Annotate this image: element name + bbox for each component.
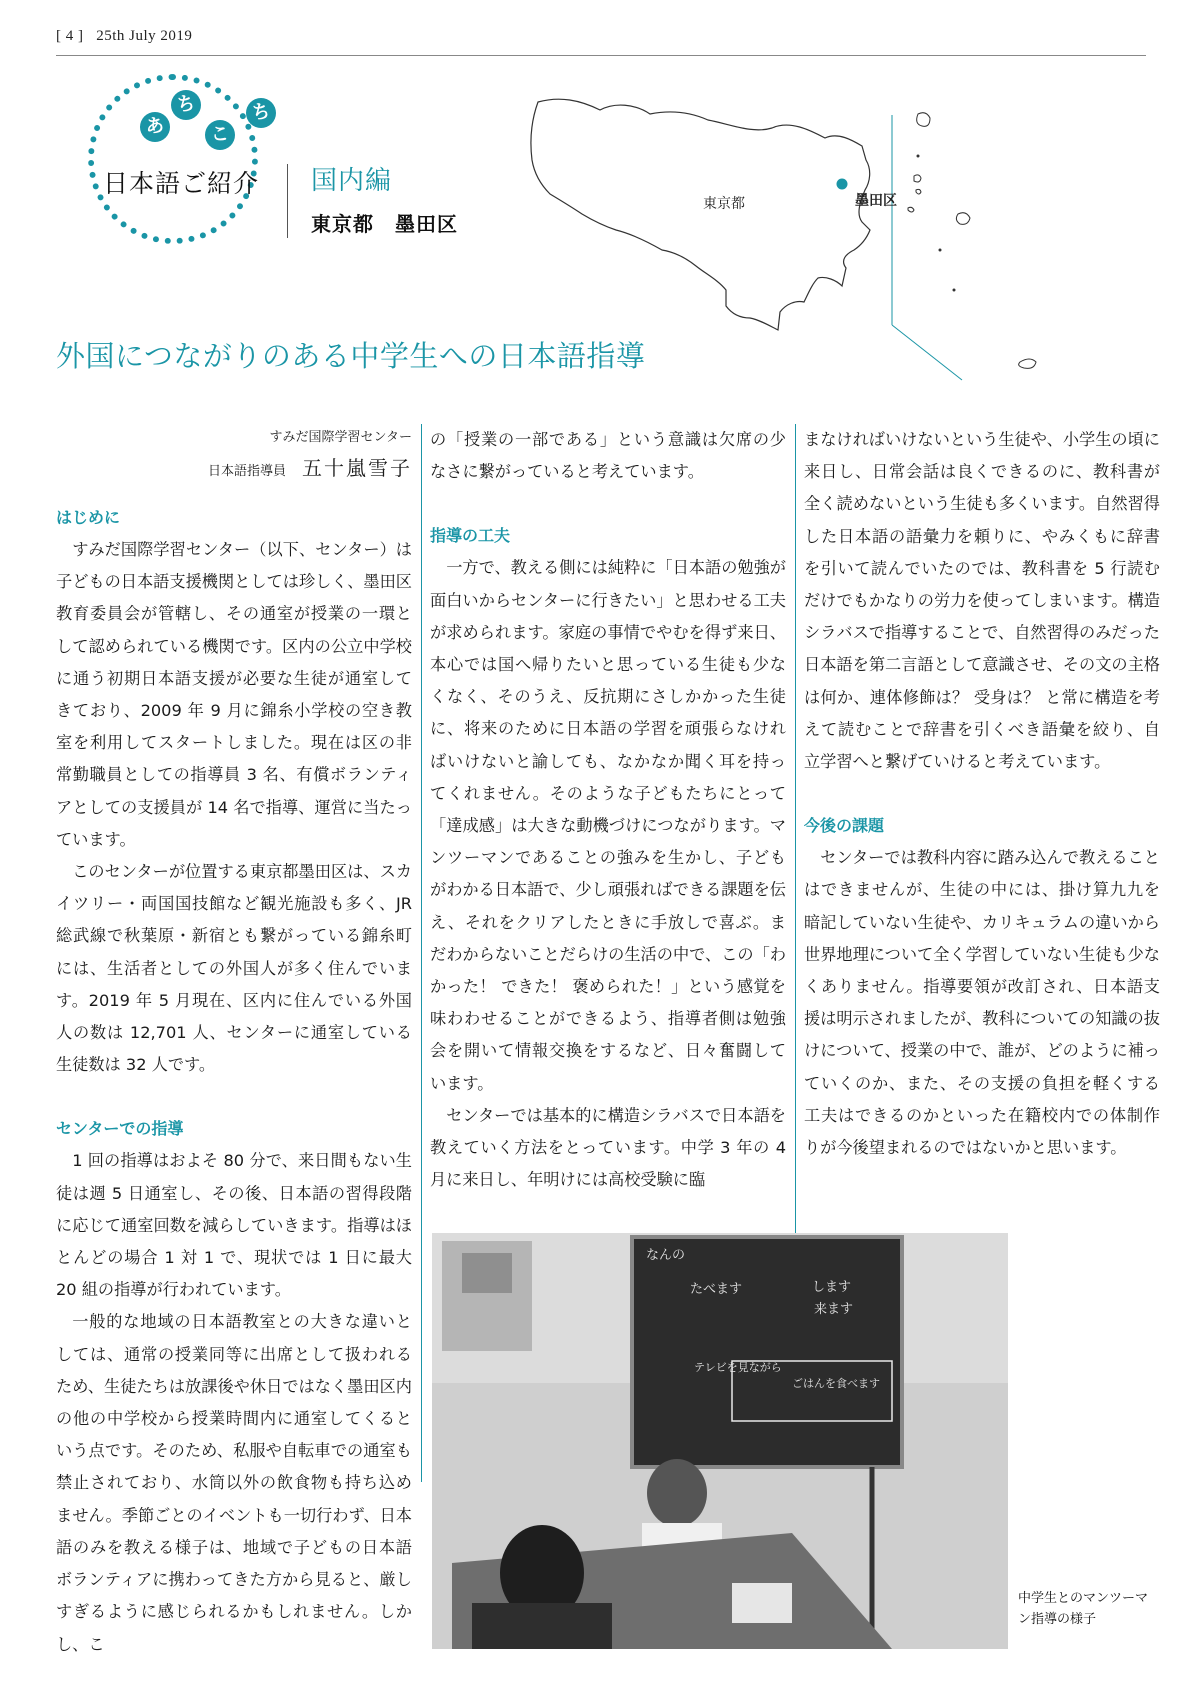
map-label-sumida: 墨田区 [855, 193, 897, 209]
paragraph: センターでは基本的に構造シラバスで日本語を教えていく方法をとっています。中学 3 年の 4 月に来日し、年明けには高校受験に臨 [430, 1105, 786, 1190]
title-bubble-a: あ [140, 112, 170, 142]
blackboard-text-4: 来ます [814, 1301, 854, 1316]
column-1 [56, 424, 412, 1661]
island-1 [917, 113, 930, 127]
author-name: 五十嵐雪子 [302, 456, 412, 480]
paragraph: 一般的な地域の日本語教室との大きな違いとしては、通常の授業同等に出席として扱われるため、生徒たちは放課後や休日ではなく墨田区内の他の中学校から授業時間内に通室してくるという点です。そのため、私服や自転車での通室も禁止されており、水筒以外の飲食物も持ち込めません。季節ごとのイベントも一切行わず、日本語のみを教える様子は、地域で子どもの日本語ボランティアに携わってきた方から見ると、厳しすぎるように感じられるかもしれません。しかし、こ [56, 1312, 412, 1654]
photo-illustration [432, 1233, 1008, 1649]
island-7 [939, 249, 942, 252]
island-6 [956, 213, 970, 225]
island-4 [916, 189, 921, 194]
island-5 [908, 207, 914, 212]
article-headline: 外国につながりのある中学生への日本語指導 [56, 339, 646, 373]
paragraph: 一方で、教える側には純粋に「日本語の勉強が面白いからセンターに行きたい」と思わせる工夫が求められます。家庭の事情でやむを得ず来日、本心では国へ帰りたいと思っている生徒も少なくなく、そのうえ、反抗期にさしかかった生徒に、将来のために日本語の学習を頑張らなければいけないと諭しても、なかなか聞く耳を持ってくれません。そのような子どもたちにとって「達成感」は大きな動機づけにつながります。マンツーマンであることの強みを生かし、子どもがわかる日本語で、少し頑張ればできる課題を伝え、それをクリアしたときに手放しで喜ぶ。まだわからないことだらけの生活の中で、この「わかった！ できた！ 褒められた！」という感覚を味わわせることができるよう、指導者側は勉強会を開いて情報交換をするなど、日々奮闘しています。 [430, 558, 786, 1093]
section-heading-center: センターでの指導 [56, 1119, 184, 1139]
paragraph: すみだ国際学習センター（以下、センター）は子どもの日本語支援機関としては珍しく、墨田区教育委員会が管轄し、その通室が授業の一環として認められている機関です。区内の公立中学校に通う初期日本語支援が必要な生徒が通室してきており、2009 年 9 月に錦糸小学校の空き教室を利用してスタートしました。現在は区の非常勤職員としての指導員 3 名、有償ボランティアとしての支援員が 14 名で指導、運営に当たっています。 [56, 540, 412, 849]
island-9 [1019, 359, 1036, 368]
blackboard-text-6: ごはんを食べます [792, 1378, 880, 1390]
page-header [56, 28, 192, 45]
title-separator [287, 164, 288, 238]
section-heading-future: 今後の課題 [804, 816, 885, 836]
island-8 [953, 289, 956, 292]
paragraph-continued: まなければいけないという生徒や、小学生の頃に来日し、日常会話は良くできるのに、教科書が全く読めないという生徒も多くいます。自然習得した日本語の語彙力を頼りに、やみくもに辞書を引いて読んでいたのでは、教科書を 5 行読むだけでもかなりの労力を使ってしまいます。構造シラバスで指導することで、自然習得のみだった日本語を第二言語として意識させ、その文の主格は何か、連体修飾は？ 受身は？ と常に構造を考えて読むことで辞書を引くべき語彙を絞り、自立学習へと繋げていけると考えています。 [804, 430, 1160, 772]
column-2 [430, 424, 786, 1196]
column-rule-1 [421, 424, 422, 1482]
author-role: 日本語指導員 [207, 464, 286, 479]
tokyo-outline [531, 99, 870, 330]
teacher-figure [647, 1459, 707, 1527]
island-3 [914, 175, 921, 182]
blackboard-text-2: たべます [690, 1281, 743, 1296]
blackboard-text-3: します [812, 1279, 852, 1294]
author-line [56, 450, 412, 490]
photo-caption: 中学生とのマンツーマン指導の様子 [1018, 1591, 1149, 1627]
title-bubble-chi: ち [171, 90, 201, 120]
edition-label: 国内編 [311, 166, 393, 196]
issue-date: 25th July 2019 [96, 28, 193, 44]
section-heading-kufu: 指導の工夫 [430, 526, 511, 546]
map-leader-diagonal [892, 325, 962, 380]
map-label-tokyo: 東京都 [703, 196, 745, 212]
classroom-photo [432, 1233, 1008, 1649]
page-number: [ 4 ] [56, 28, 84, 44]
column-3 [804, 424, 1160, 1164]
blackboard-text-5: テレビを見ながら [694, 1362, 782, 1374]
paragraph: 1 回の指導はおよそ 80 分で、来日間もない生徒は週 5 日通室し、その後、日本語の習得段階に応じて通室回数を減らしていきます。指導はほとんどの場合 1 対 1 で、現状では 1 日に最大 20 組の指導が行われています。 [56, 1151, 412, 1300]
title-bubble-chi-2: ち [246, 98, 276, 128]
header-divider [56, 55, 1146, 56]
blackboard [632, 1237, 902, 1467]
series-title: 日本語ご紹介 [103, 169, 260, 198]
title-bubble-ko: こ [205, 120, 235, 150]
byline [56, 426, 412, 490]
paragraph: センターでは教科内容に踏み込んで教えることはできませんが、生徒の中には、掛け算九九を暗記していない生徒や、カリキュラムの違いから世界地理について全く学習していない生徒も少なくありません。指導要領が改訂され、日本語支援は明示されましたが、教科についての知識の抜けについて、授業の中で、誰が、どのように補っていくのか、また、その支援の負担を軽くする工夫はできるのかといった在籍校内での体制作りが今後望まれるのではないかと思います。 [804, 848, 1160, 1158]
location-label: 東京都 墨田区 [311, 212, 458, 236]
section-heading-intro: はじめに [56, 508, 121, 527]
paragraph-continued: の「授業の一部である」という意識は欠席の少なさに繋がっていると考えています。 [430, 430, 786, 482]
sumida-marker [837, 179, 848, 190]
island-2 [917, 155, 920, 158]
paragraph: このセンターが位置する東京都墨田区は、スカイツリー・両国国技館など観光施設も多く、JR 総武線で秋葉原・新宿とも繋がっている錦糸町には、生活者としての外国人が多く住んでいます。2019 年 5 月現在、区内に住んでいる外国人の数は 12,701 人、センターに通室している生徒数は 32 人です。 [56, 862, 412, 1075]
blackboard-text-1: なんの [646, 1247, 686, 1262]
author-organization: すみだ国際学習センター [269, 430, 412, 445]
